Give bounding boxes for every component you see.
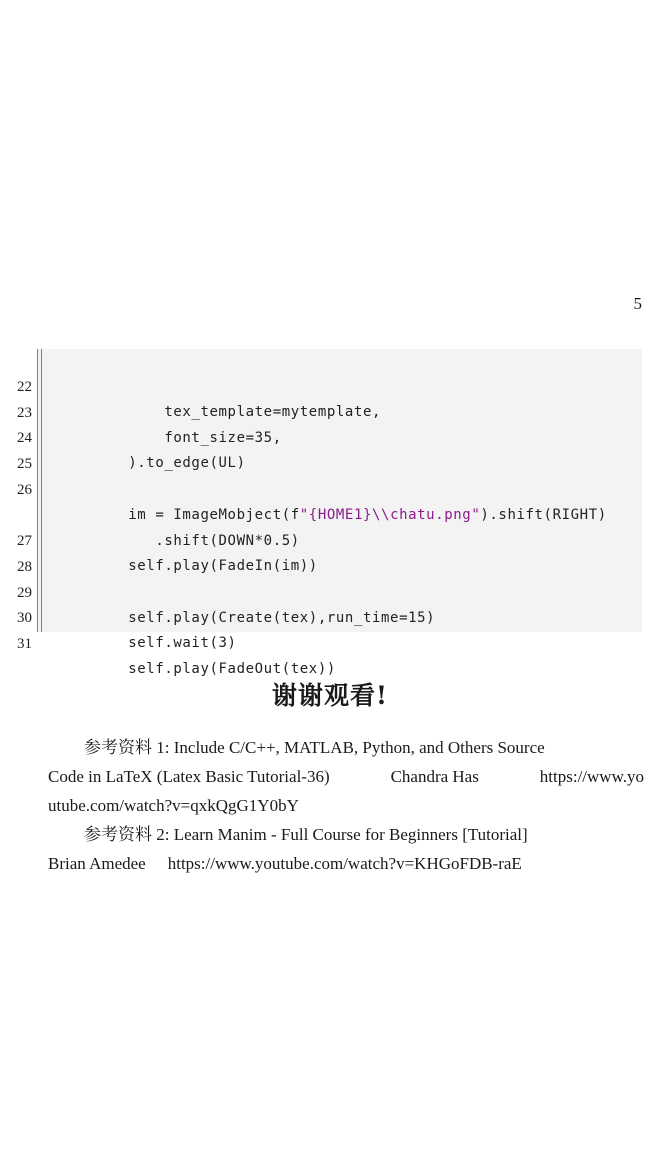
reference-line: [48, 733, 644, 762]
code-text-post: ).shift(RIGHT): [480, 507, 607, 524]
reference-line: [48, 820, 644, 849]
line-number: 30: [17, 609, 32, 626]
reference-label: 参考资料 2:: [84, 825, 170, 844]
code-text: self.wait(3): [56, 635, 237, 652]
code-text: font_size=35,: [56, 430, 282, 447]
reference-url-start[interactable]: https://www.yo: [539, 767, 644, 786]
code-text: self.play(Create(tex),run_time=15): [56, 610, 436, 627]
page-number: 5: [633, 294, 642, 313]
reference-author: Chandra Has: [390, 767, 479, 786]
code-text: tex_template=mytemplate,: [56, 404, 382, 421]
reference-line: [48, 762, 644, 791]
section-heading: 谢谢观看!: [272, 681, 388, 710]
line-number: 28: [17, 558, 32, 575]
line-number: 31: [17, 635, 32, 652]
code-text: .shift(DOWN*0.5): [56, 533, 300, 550]
line-number: 22: [17, 378, 32, 395]
reference-url-end[interactable]: utube.com/watch?v=qxkQgG1Y0bY: [48, 796, 299, 815]
code-text-pre: im = ImageMobject(f: [56, 507, 300, 524]
code-text: self.play(FadeOut(tex)): [56, 661, 336, 678]
reference-url[interactable]: https://www.youtube.com/watch?v=KHGoFDB-raE: [167, 854, 522, 873]
reference-label: 参考资料 1:: [84, 738, 170, 757]
reference-title: Include C/C++, MATLAB, Python, and Others Source: [173, 738, 545, 757]
line-number: 24: [17, 429, 32, 446]
code-text: ).to_edge(UL): [56, 455, 246, 472]
code-text: self.play(FadeIn(im)): [56, 558, 318, 575]
reference-title-cont: Code in LaTeX (Latex Basic Tutorial-36): [48, 767, 330, 786]
reference-author: Brian Amedee: [48, 854, 146, 873]
reference-title: Learn Manim - Full Course for Beginners [Tutorial]: [173, 825, 528, 844]
reference-1: [48, 733, 644, 820]
line-number: 23: [17, 404, 32, 421]
code-string-literal: "{HOME1}\\chatu.png": [299, 507, 481, 524]
reference-2: [48, 820, 644, 878]
line-number: 27: [17, 532, 32, 549]
line-number: 25: [17, 455, 32, 472]
line-number: 26: [17, 481, 32, 498]
line-number: 29: [17, 584, 32, 601]
reference-line: [48, 849, 644, 878]
code-line: [0, 452, 660, 524]
